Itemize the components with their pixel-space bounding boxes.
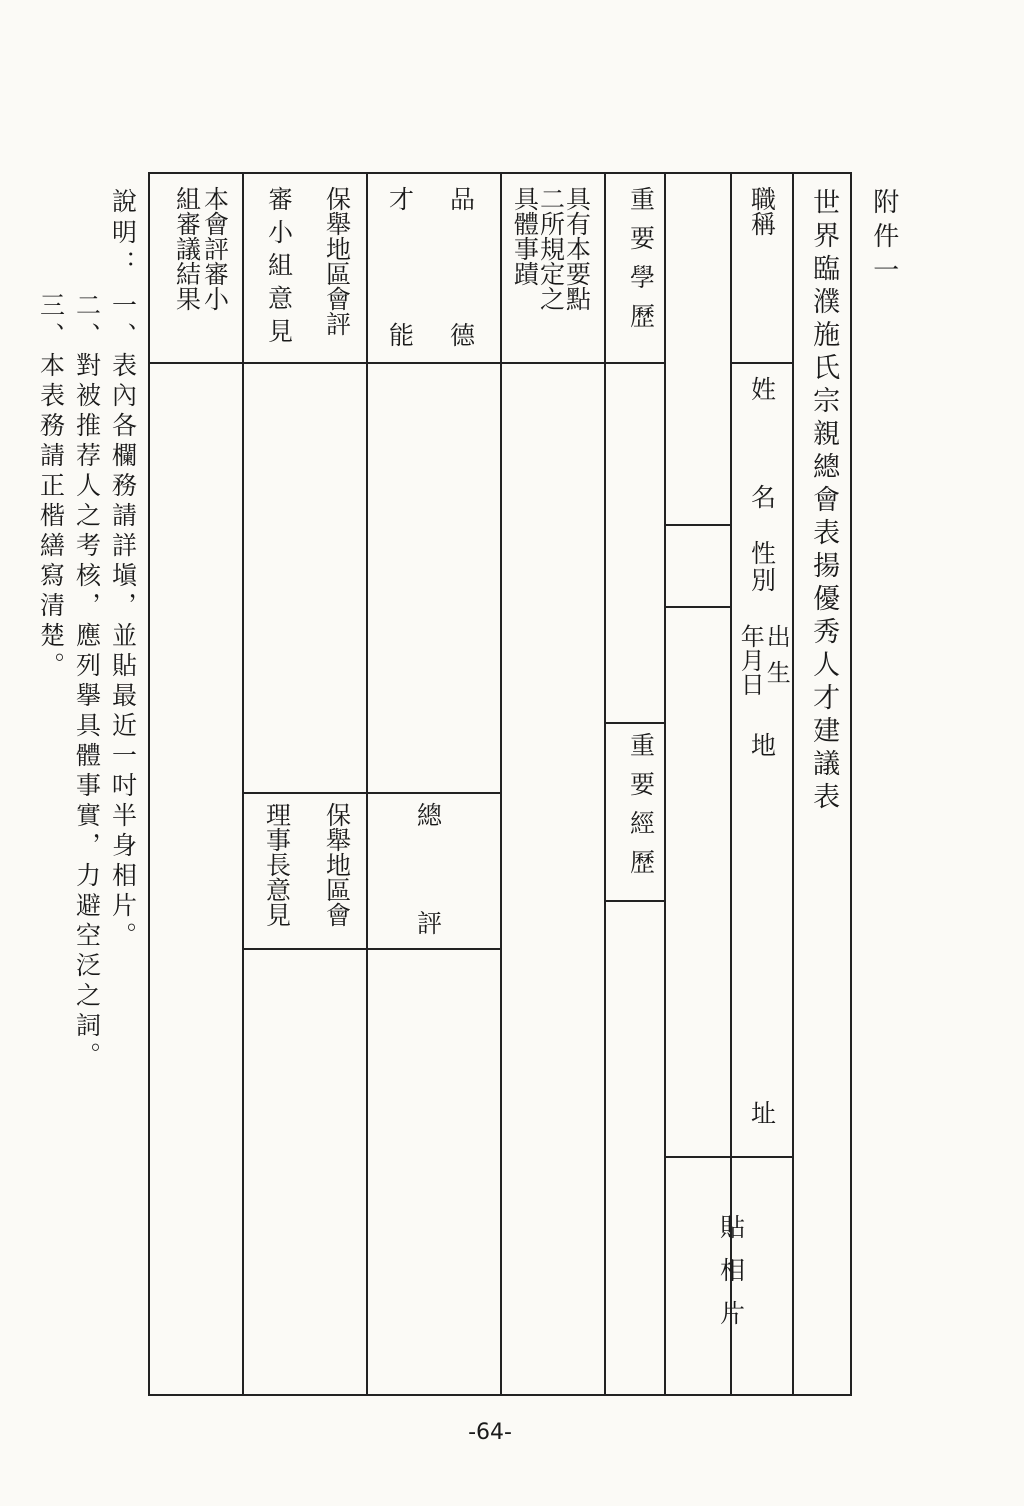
name-label-bottom: 名 (747, 484, 777, 509)
result-label-2: 組審議結果 (172, 186, 202, 311)
talent-label-top: 才 (385, 186, 415, 211)
address-label-top: 地 (747, 732, 777, 757)
result-label-1: 本會評審小 (200, 186, 230, 311)
birth-date-label: 年月日 (736, 624, 765, 696)
talent-label-bottom: 能 (385, 322, 415, 347)
address-label-bottom: 址 (747, 1100, 777, 1125)
overall-label-bottom: 評 (413, 910, 443, 935)
page-number: -64- (468, 1420, 512, 1445)
note-item: 三、本表務請正楷繕寫清楚。 (36, 292, 66, 682)
deeds-label-1: 具有本要點 (562, 186, 592, 311)
notes-label: 說明： (108, 188, 138, 281)
chair-label-2: 理事長意見 (262, 802, 292, 927)
deeds-label-3: 具體事蹟 (510, 186, 540, 286)
overall-label-top: 總 (413, 802, 443, 827)
experience-label: 重要經歷 (626, 732, 656, 888)
review-label-1: 保舉地區會評 (322, 186, 352, 336)
education-label: 重要學歷 (626, 186, 656, 342)
chair-label-1: 保舉地區會 (322, 802, 352, 927)
gender-label: 性別 (747, 540, 777, 594)
job-title-label: 職稱 (747, 186, 777, 236)
deeds-label-2: 二所規定之 (536, 186, 566, 311)
form-title: 世界臨濮施氏宗親總會表揚優秀人才建議表 (808, 188, 840, 815)
note-item: 一、表內各欄務請詳塡，並貼最近一吋半身相片。 (108, 292, 138, 952)
recommendation-form (148, 172, 852, 1396)
birth-label: 出生 (762, 624, 791, 696)
name-label-top: 姓 (747, 376, 777, 401)
note-item: 二、對被推荐人之考核，應列擧具體事實，力避空泛之詞。 (72, 292, 102, 1072)
character-label-top: 品 (446, 186, 476, 211)
annex-label: 附件一 (868, 188, 899, 290)
photo-placeholder: 貼相片 (716, 1214, 746, 1343)
review-label-2: 審小組意見 (264, 186, 294, 351)
character-label-bottom: 德 (446, 322, 476, 347)
